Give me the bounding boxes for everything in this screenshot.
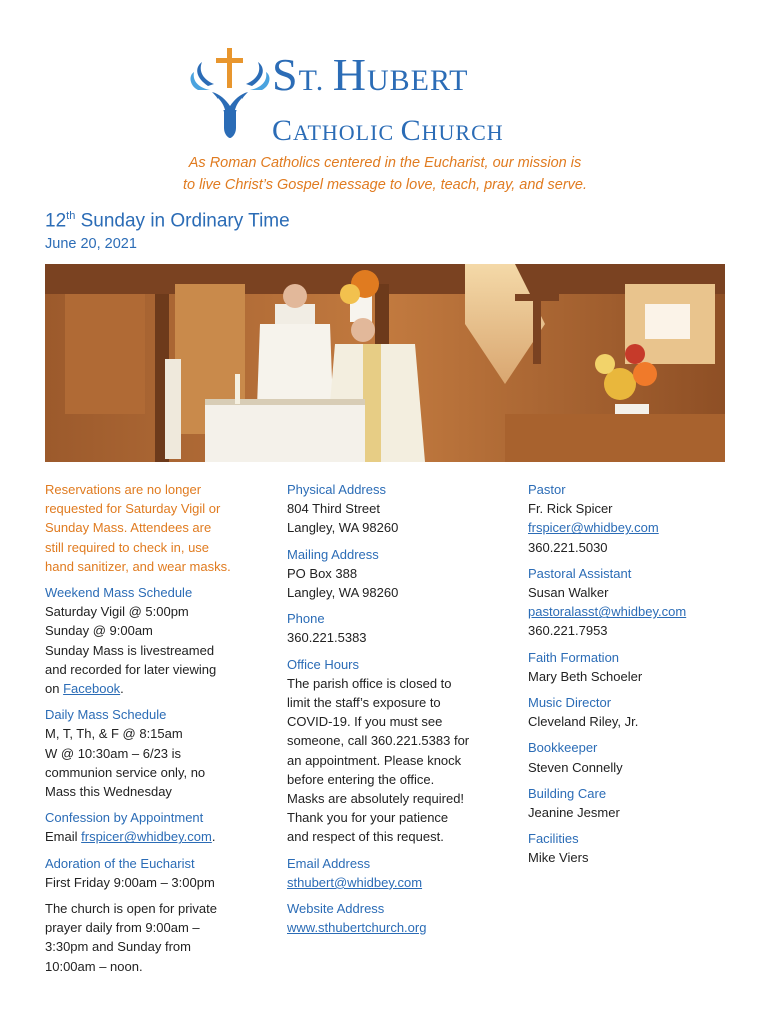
column-schedule: Reservations are no longer requested for Saturday Vigil or Sunday Mass. Attendees are still required to check in, use hand sanitizer, and wear masks. Weekend Mass Schedule Saturday Vigil @ 5:00pm Sunday @ 9:00am Sunday Mass is livestreamed and recorded for later viewing on Facebook. Daily Mass Schedule M, T, Th, & F @ 8:15am W @ 10:30am – 6/23 is communion service only, no Mass this Wednesday Confession by Appointment Email frspicer@whidbey.com. Adoration of the Eucharist First Friday 9:00am – 3:00pm The church is open for private prayer daily from 9:00am – 3:30pm and Sunday from 10:00am – noon.: [45, 480, 260, 976]
parish-email-link[interactable]: sthubert@whidbey.com: [287, 874, 423, 890]
stag-cross-logo-icon: [188, 46, 272, 142]
physical-address-heading: Physical Address: [287, 482, 386, 497]
liturgical-title: 12th Sunday in Ordinary Time: [45, 210, 290, 232]
church-name: [272, 49, 504, 147]
column-contact: Physical Address 804 Third Street Langley, WA 98260 Mailing Address PO Box 388 Langley, WA 98260 Phone 360.221.5383 Office Hours The parish office is closed to limit the staff’s exposure to COVID-19. If you must see someone, call 360.221.5383 for an appointment. Please knock before entering the office. Masks are absolutely required! Thank you for your patience and respect of this request. Email Address sthubert@whidbey.com Website Address www.sthubertchurch.org: [287, 480, 502, 937]
parish-phone: 360.221.5383: [287, 630, 367, 646]
website-link[interactable]: www.sthubertchurch.org: [287, 920, 427, 936]
music-director-heading: Music Director: [528, 695, 612, 711]
phone-heading: Phone: [287, 611, 325, 627]
email-address-heading: Email Address: [287, 855, 371, 871]
mailing-address-heading: Mailing Address: [287, 546, 379, 562]
reservation-notice: Reservations are no longer requested for Saturday Vigil or Sunday Mass. Attendees are still required to check in, use hand sanitizer, and wear masks.: [45, 482, 231, 574]
building-care-heading: Building Care: [528, 785, 607, 801]
column-staff: Pastor Fr. Rick Spicer frspicer@whidbey.com 360.221.5030 Pastoral Assistant Susan Walker pastoralasst@whidbey.com 360.221.7953 Faith Formation Mary Beth Schoeler Music Director Cleveland Riley, Jr. Bookkeeper Steven Connelly Building Care Jeanine Jesmer Facilities Mike Viers: [528, 480, 728, 868]
pastor-heading: Pastor: [528, 482, 566, 497]
facebook-link[interactable]: Facebook: [63, 681, 121, 697]
church-name-line1: ST. HUBERT: [272, 49, 469, 100]
adoration-heading: Adoration of the Eucharist: [45, 855, 195, 871]
bulletin-date: June 20, 2021: [45, 236, 137, 252]
faith-formation-heading: Faith Formation: [528, 649, 620, 665]
bookkeeper-heading: Bookkeeper: [528, 740, 598, 756]
assistant-email-link[interactable]: pastoralasst@whidbey.com: [528, 604, 687, 620]
pastoral-assistant-heading: Pastoral Assistant: [528, 565, 632, 581]
mass-photo: [45, 264, 725, 462]
facilities-heading: Facilities: [528, 831, 579, 847]
website-heading: Website Address: [287, 901, 385, 917]
confession-email-link[interactable]: frspicer@whidbey.com: [81, 829, 212, 845]
bulletin-header: [0, 0, 770, 210]
confession-heading: Confession by Appointment: [45, 810, 204, 826]
church-name-line2: CATHOLIC CHURCH: [272, 114, 504, 147]
office-hours-heading: Office Hours: [287, 656, 360, 672]
daily-mass-heading: Daily Mass Schedule: [45, 707, 167, 723]
pastor-email-link[interactable]: frspicer@whidbey.com: [528, 520, 659, 536]
mission-statement: As Roman Catholics centered in the Eucharist, our mission is to live Christ’s Gospel message to love, teach, pray, and serve.: [182, 155, 588, 193]
weekend-mass-heading: Weekend Mass Schedule: [45, 585, 193, 601]
